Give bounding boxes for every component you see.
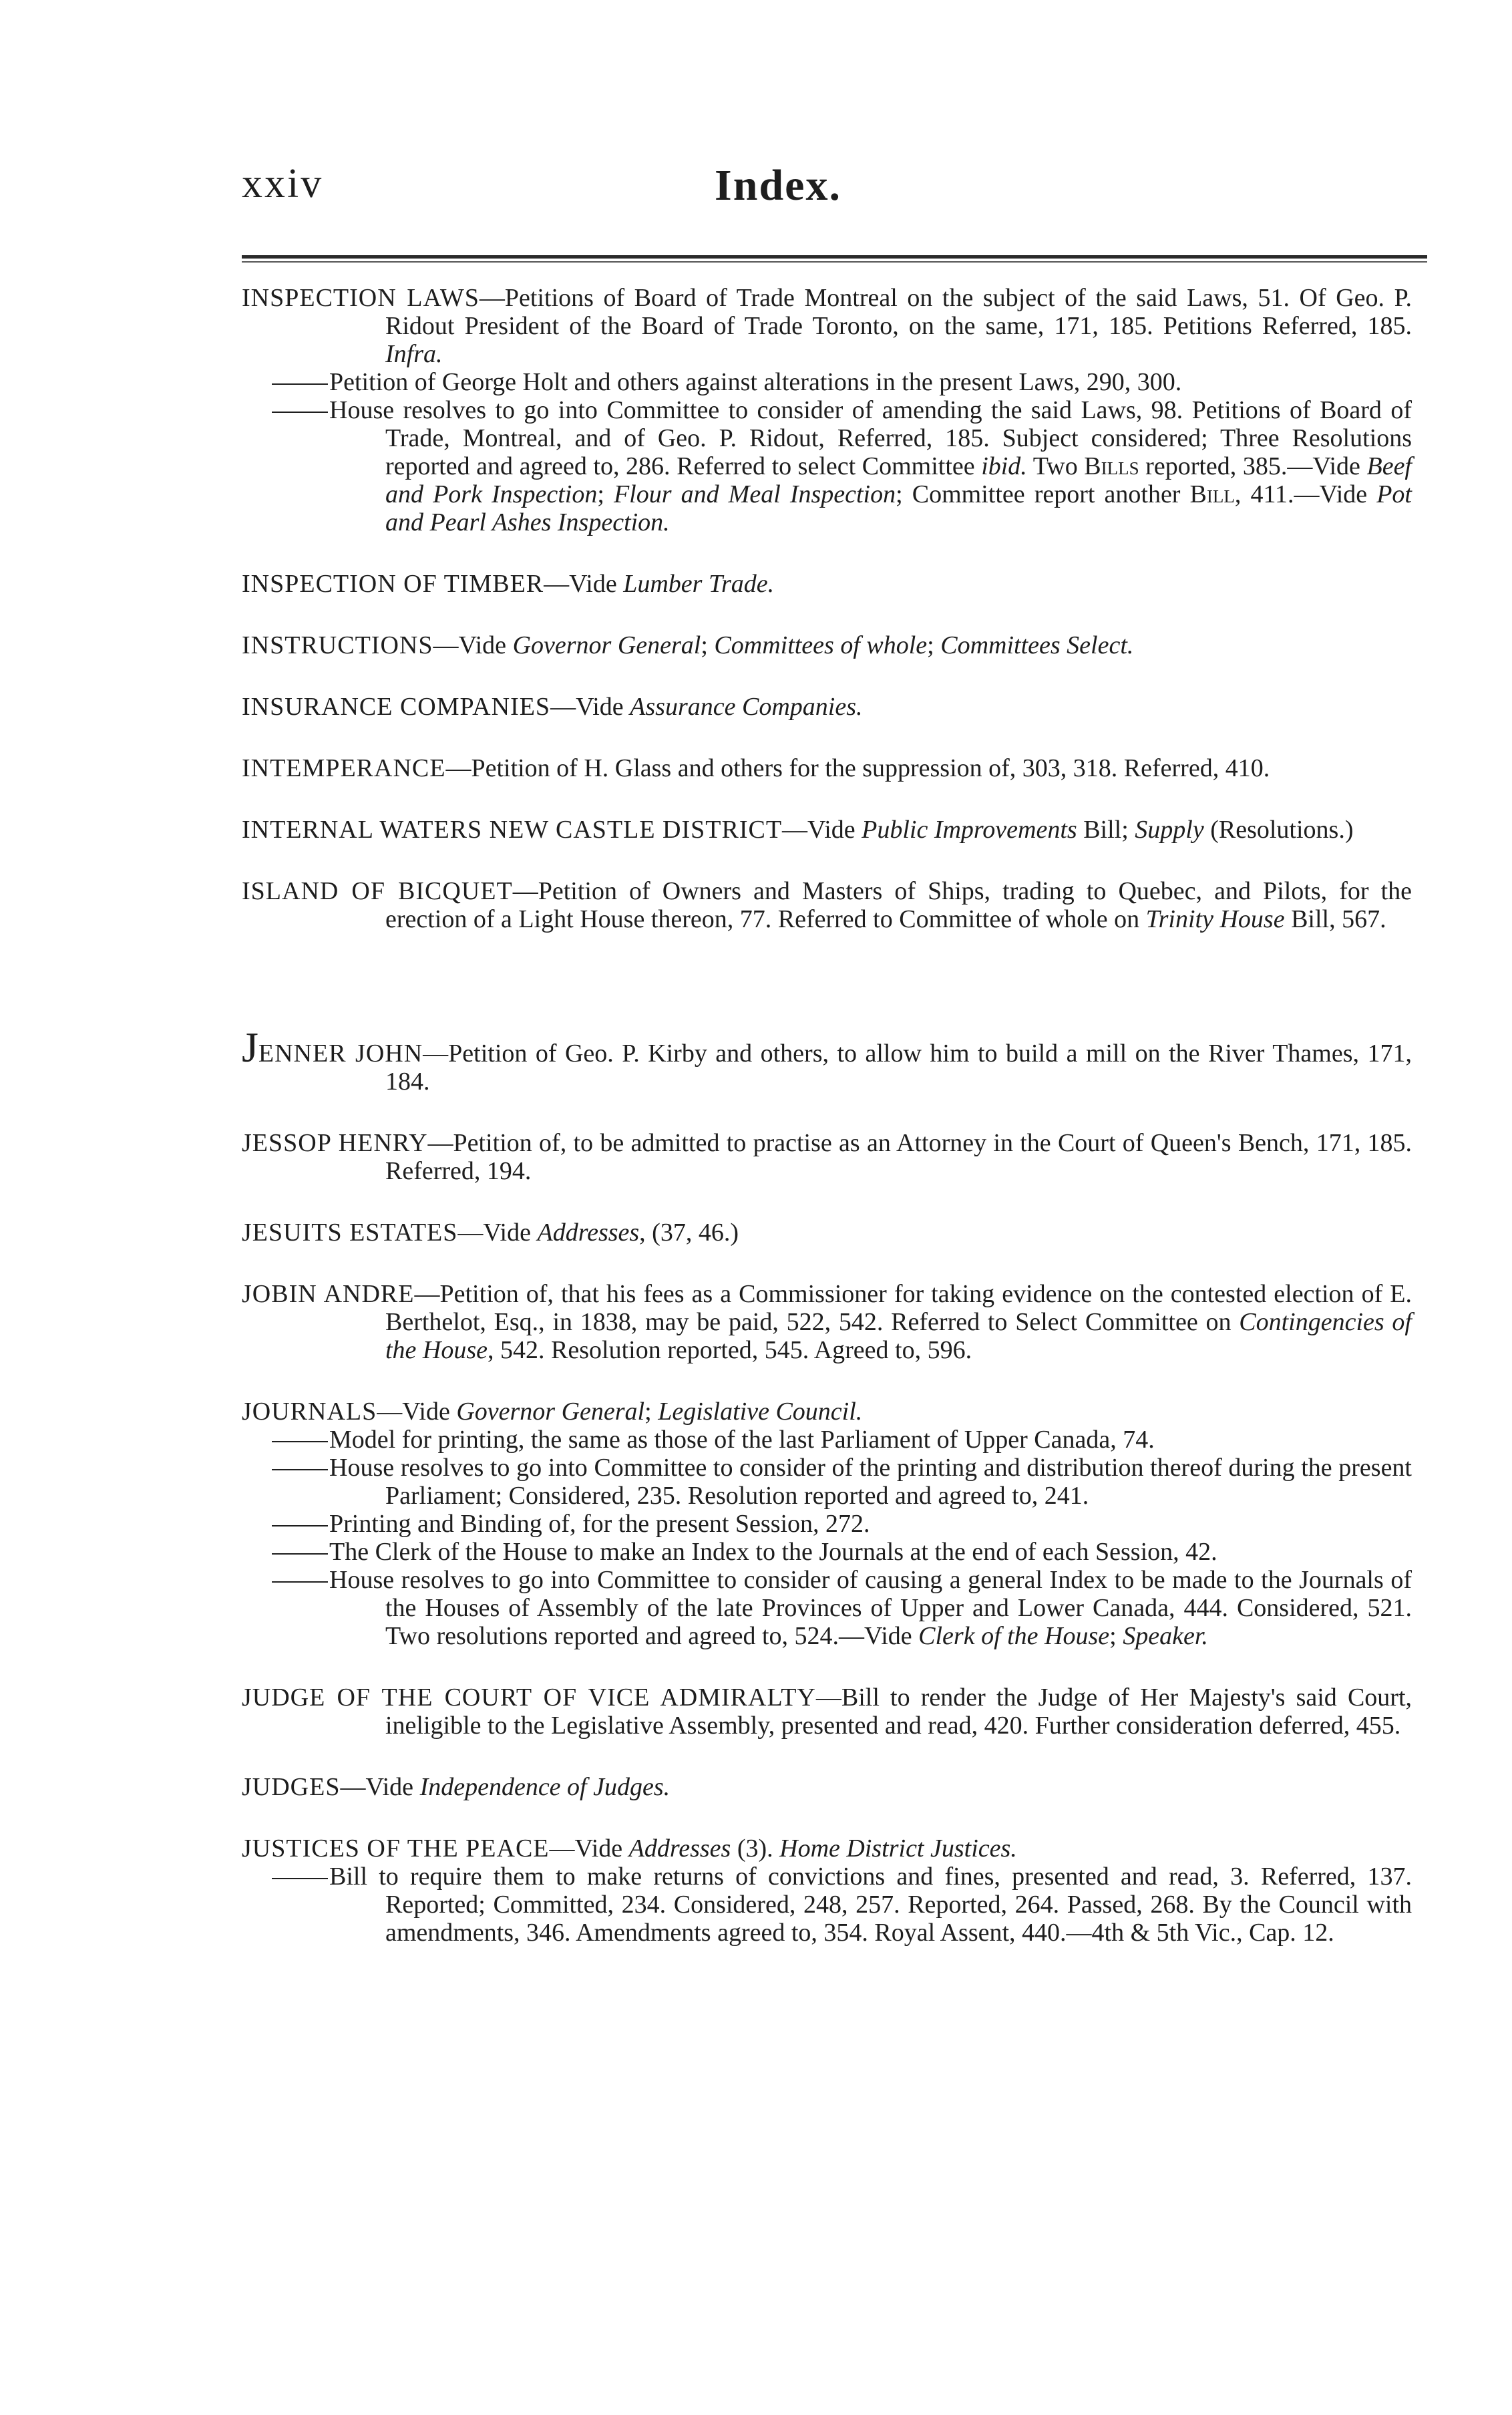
header-rule-thin	[242, 261, 1427, 263]
entry-reference: Trinity House	[1145, 905, 1285, 933]
sub-entry	[242, 1510, 1412, 1538]
entry-text: —Vide	[457, 1219, 538, 1247]
entry-reference: Committees Select.	[940, 631, 1134, 659]
index-entry-justices-of-the-peace	[242, 1834, 1412, 1863]
sub-entry-text: , 411.—Vide	[1234, 480, 1377, 508]
entry-heading: JUDGE OF THE COURT OF VICE ADMIRALTY	[242, 1683, 816, 1712]
index-content	[242, 284, 1412, 1947]
dash-rule	[272, 1469, 328, 1470]
entry-heading: INSTRUCTIONS	[242, 631, 433, 659]
page-number: xxiv	[242, 161, 324, 206]
entry-text: (3).	[731, 1834, 780, 1863]
entry-reference: Flour and Meal Inspection	[613, 480, 896, 508]
sub-entry-text: reported, 385.—Vide	[1139, 452, 1367, 480]
sub-entry-text: Bills	[1084, 452, 1139, 480]
entry-reference: Independence of Judges.	[419, 1773, 671, 1801]
page-header	[0, 160, 1512, 220]
sub-entry-text: ;	[597, 480, 614, 508]
sub-entry	[242, 368, 1412, 396]
sub-entry	[242, 1426, 1412, 1454]
entry-reference: Addresses	[537, 1219, 640, 1247]
entry-text: (Resolutions.)	[1203, 816, 1354, 844]
index-entry-journals	[242, 1398, 1412, 1426]
entry-text: —Bill to render the Judge of Her Majesty's said Court, ineligible to the Legislative Assembly, presented and read, 420. Further consideration deferred, 455.	[385, 1683, 1412, 1740]
index-entry-instructions	[242, 631, 1412, 659]
sub-entry	[242, 396, 1412, 536]
entry-reference: Supply	[1135, 816, 1204, 844]
entry-text: Bill;	[1077, 816, 1135, 844]
entry-reference: Governor General	[512, 631, 701, 659]
index-entry-island-of-bicquet	[242, 877, 1412, 933]
sub-entry-text: Bill	[1189, 480, 1235, 508]
running-title: Index.	[715, 161, 841, 210]
entry-heading: INSPECTION OF TIMBER	[242, 570, 544, 598]
dash-rule	[272, 412, 328, 413]
sub-entry-text: Petition of George Holt and others against alterations in the present Laws, 290, 300.	[329, 368, 1182, 396]
entry-reference: Clerk of the House	[918, 1622, 1110, 1650]
sub-entry-text: Printing and Binding of, for the present Session, 272.	[329, 1510, 870, 1538]
entry-heading: ENNER JOHN	[258, 1039, 423, 1068]
entry-text: ;	[644, 1398, 658, 1426]
index-entry-insurance-companies	[242, 693, 1412, 721]
index-entry-jenner-john	[242, 1023, 1412, 1096]
entry-text: —Petition of, to be admitted to practise as an Attorney in the Court of Queen's Bench, 171, 185. Referred, 194.	[385, 1129, 1412, 1185]
entry-text: —Petition of, that his fees as a Commissioner for taking evidence on the contested election of E. Berthelot, Esq., in 1838, may be paid, 522, 542. Referred to Select Committee on	[385, 1280, 1412, 1336]
entry-text: —Vide	[550, 693, 630, 721]
index-entry-jessop-henry	[242, 1129, 1412, 1185]
entry-heading: INSURANCE COMPANIES	[242, 693, 551, 721]
entry-heading: INTERNAL WATERS NEW CASTLE DISTRICT	[242, 816, 783, 844]
entry-reference: Legislative Council.	[658, 1398, 863, 1426]
sub-entry-text: House resolves to go into Committee to consider of the printing and distribution thereof during the present Parliament; Considered, 235. Resolution reported and agreed to, 241.	[329, 1454, 1412, 1510]
entry-heading: JESUITS ESTATES	[242, 1219, 458, 1247]
sub-entry	[242, 1454, 1412, 1510]
index-entry-intemperance	[242, 754, 1412, 782]
entry-text: —Vide	[782, 816, 862, 844]
entry-reference: Speaker.	[1123, 1622, 1208, 1650]
entry-text: ;	[927, 631, 941, 659]
entry-text: , 542. Resolution reported, 545. Agreed to, 596.	[488, 1336, 972, 1364]
sub-entry	[242, 1566, 1412, 1650]
entry-heading: JUDGES	[242, 1773, 341, 1801]
entry-text: —Petition of H. Glass and others for the suppression of, 303, 318. Referred, 410.	[445, 754, 1270, 782]
sub-entry	[242, 1538, 1412, 1566]
entry-reference: Beef and Pork Inspection	[385, 452, 1412, 508]
entry-reference: Public Improvements	[862, 816, 1077, 844]
entry-reference: Lumber Trade.	[623, 570, 775, 598]
dash-rule	[272, 1878, 328, 1879]
entry-text: —Petitions of Board of Trade Montreal on the subject of the said Laws, 51. Of Geo. P. Ridout President of the Board of Trade Toronto, on the same, 171, 185. Petitions Referred, 185.	[385, 284, 1412, 340]
entry-reference: Home District Justices.	[779, 1834, 1017, 1863]
sub-entry	[242, 1863, 1412, 1947]
section-initial: J	[242, 1023, 258, 1071]
index-entry-internal-waters	[242, 816, 1412, 844]
entry-text: —Vide	[377, 1398, 457, 1426]
index-entry-judges	[242, 1773, 1412, 1801]
entry-reference: Pot and Pearl Ashes Inspection.	[385, 480, 1412, 536]
index-entry-judge-vice-admiralty	[242, 1683, 1412, 1740]
sub-entry-text: House resolves to go into Committee to consider of causing a general Index to be made to the Journals of the Houses of Assembly of the late Provinces of Upper and Lower Canada, 444. Considered, 521. Two resolutions reported and agreed to, 524.—Vide	[329, 1566, 1412, 1650]
sub-entry-text: Bill to require them to make returns of convictions and fines, presented and read, 3. Referred, 137. Reported; Committed, 234. Considered, 248, 257. Reported, 264. Passed, 268. By the Council with amendments, 346. Amendments agreed to, 354. Royal Assent, 440.—4th & 5th Vic., Cap. 12.	[329, 1863, 1412, 1947]
entry-reference: Committees of whole	[714, 631, 928, 659]
dash-rule	[272, 383, 328, 385]
index-entry-inspection-laws	[242, 284, 1412, 368]
sub-entry-text: ;	[1109, 1622, 1123, 1650]
entry-reference: ibid.	[981, 452, 1027, 480]
entry-text: —Vide	[433, 631, 513, 659]
dash-rule	[272, 1525, 328, 1526]
entry-reference: Contingencies of the House	[385, 1308, 1412, 1364]
entry-text: —Petition of Owners and Masters of Ships, trading to Quebec, and Pilots, for the erection of a Light House thereon, 77. Referred to Committee of whole on	[385, 877, 1412, 933]
entry-text: Bill, 567.	[1284, 905, 1386, 933]
sub-entry-text: ; Committee report another	[896, 480, 1190, 508]
entry-text: —Vide	[549, 1834, 629, 1863]
entry-heading: ISLAND OF BICQUET	[242, 877, 513, 905]
sub-entry-text: Model for printing, the same as those of the last Parliament of Upper Canada, 74.	[329, 1426, 1155, 1454]
entry-heading: JOURNALS	[242, 1398, 377, 1426]
entry-reference: Assurance Companies.	[630, 693, 863, 721]
index-entry-jesuits-estates	[242, 1219, 1412, 1247]
index-entry-jobin-andre	[242, 1280, 1412, 1364]
entry-text: —Vide	[340, 1773, 420, 1801]
entry-text: —Petition of Geo. P. Kirby and others, to allow him to build a mill on the River Thames, 171, 184.	[385, 1039, 1412, 1096]
index-entry-inspection-of-timber	[242, 570, 1412, 598]
entry-reference: Governor General	[456, 1398, 645, 1426]
dash-rule	[272, 1441, 328, 1442]
header-rule	[242, 255, 1427, 259]
sub-entry-text: House resolves to go into Committee to consider of amending the said Laws, 98. Petitions of Board of Trade, Montreal, and of Geo. P. Ridout, Referred, 185. Subject considered; Three Resolutions reported and agreed to, 286. Referred to select Committee	[329, 396, 1412, 480]
dash-rule	[272, 1581, 328, 1583]
sub-entry-text: Two	[1026, 452, 1085, 480]
entry-heading: INSPECTION LAWS	[242, 284, 480, 312]
entry-reference: Addresses	[628, 1834, 731, 1863]
entry-heading: JOBIN ANDRE	[242, 1280, 415, 1308]
entry-heading: JUSTICES OF THE PEACE	[242, 1834, 550, 1863]
entry-reference: Infra.	[385, 340, 443, 368]
sub-entry-text: The Clerk of the House to make an Index to the Journals at the end of each Session, 42.	[329, 1538, 1217, 1566]
entry-heading: INTEMPERANCE	[242, 754, 446, 782]
entry-text: ;	[701, 631, 715, 659]
entry-text: —Vide	[544, 570, 624, 598]
dash-rule	[272, 1553, 328, 1555]
entry-text: , (37, 46.)	[639, 1219, 739, 1247]
entry-heading: JESSOP HENRY	[242, 1129, 428, 1157]
